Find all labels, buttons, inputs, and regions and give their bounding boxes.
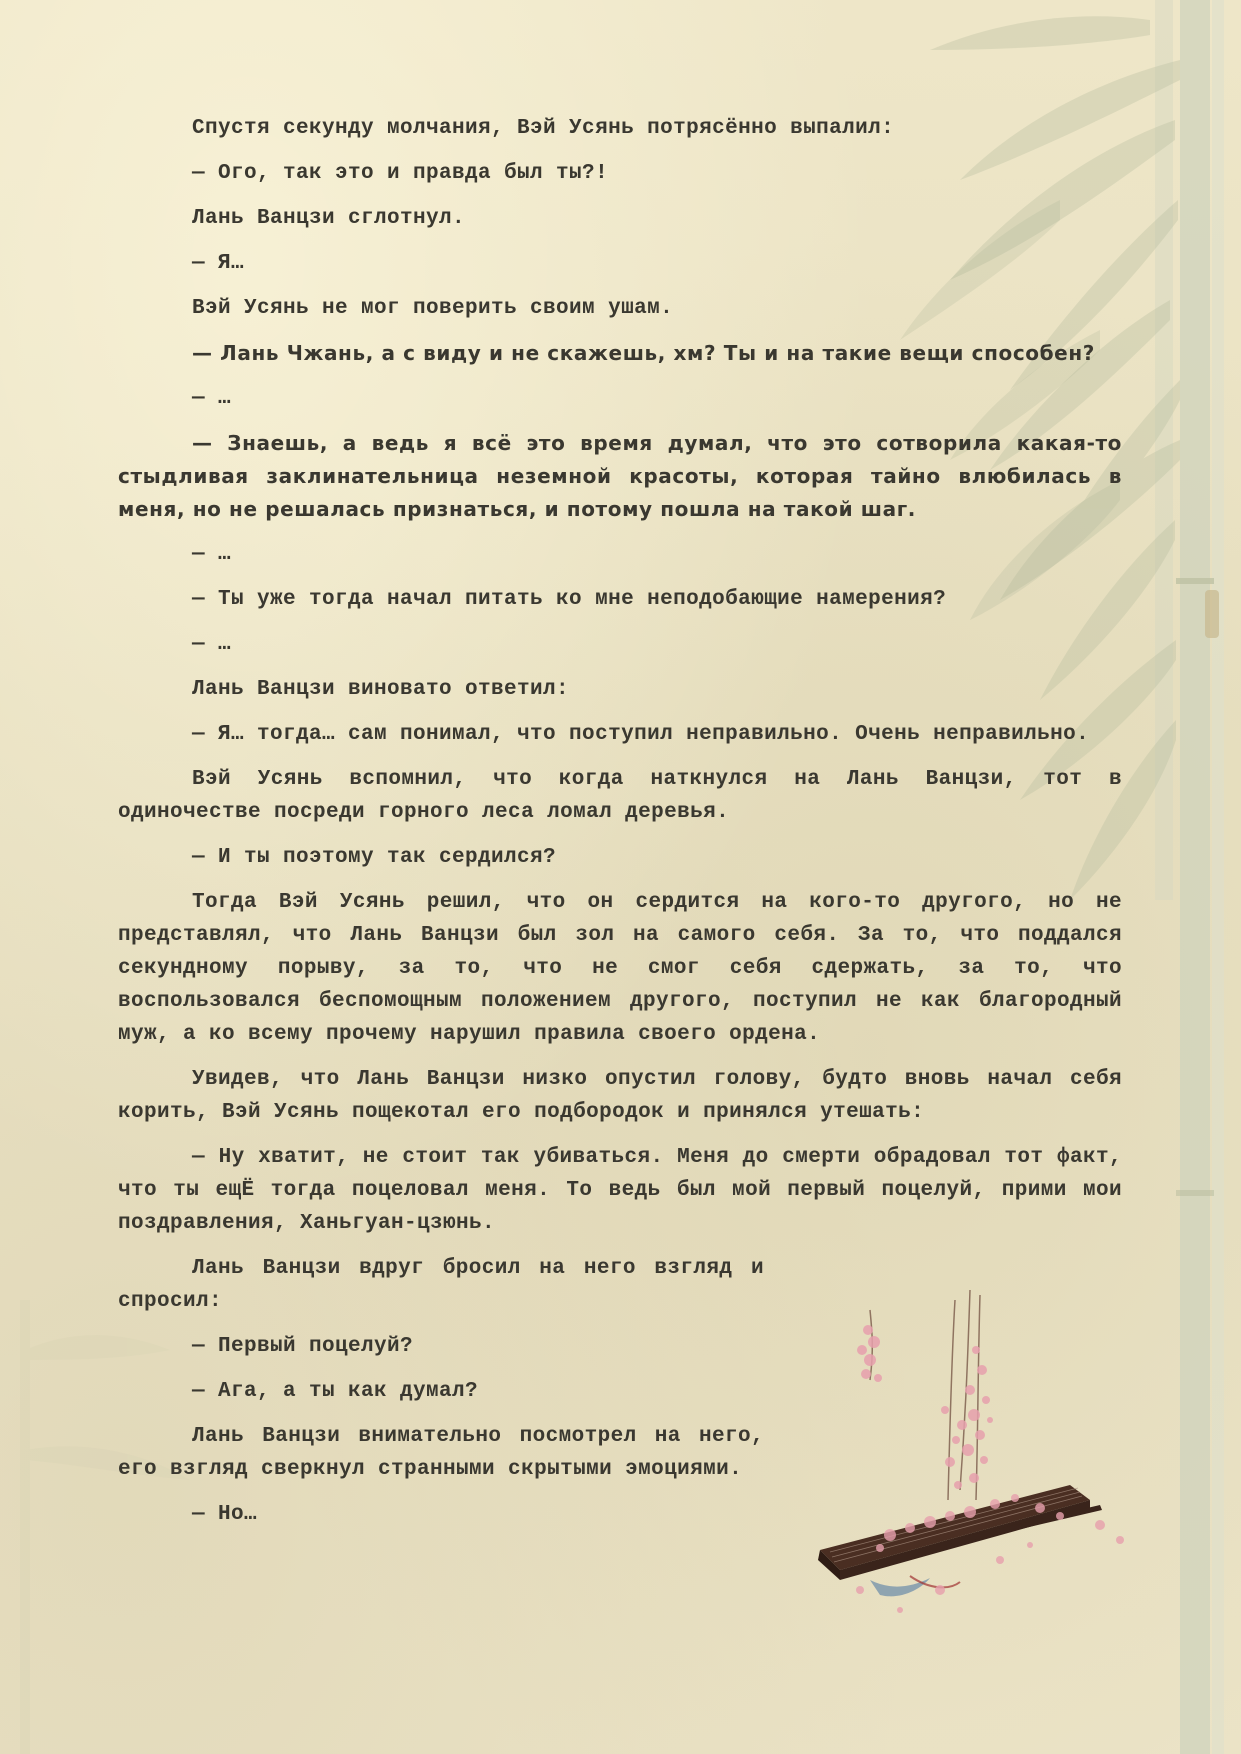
paragraph: Вэй Усянь не мог поверить своим ушам.: [192, 297, 674, 320]
paragraph: Увидев, что Лань Ванцзи низко опустил голову, будто вновь начал себя корить, Вэй Усянь пощекотал его подбородок и принялся утешать:: [118, 1068, 1122, 1124]
paragraph: — Ты уже тогда начал питать ко мне неподобающие намерения?: [192, 588, 947, 611]
paragraph: — Ого, так это и правда был ты?!: [192, 162, 609, 185]
paragraph: Спустя секунду молчания, Вэй Усянь потрясённо выпалил:: [192, 117, 895, 140]
paragraph: — И ты поэтому так сердился?: [192, 846, 557, 869]
paragraph: — Ага, а ты как думал?: [192, 1380, 479, 1403]
paragraph: Вэй Усянь вспомнил, что когда наткнулся на Лань Ванцзи, тот в одиночестве посреди горного леса ломал деревья.: [118, 768, 1122, 824]
paragraph: — …: [192, 543, 232, 566]
paragraph: Лань Ванцзи внимательно посмотрел на него, его взгляд сверкнул странными скрытыми эмоциями.: [118, 1425, 764, 1481]
paragraph: Лань Ванцзи сглотнул.: [192, 207, 466, 230]
paragraph: Лань Ванцзи вдруг бросил на него взгляд и спросил:: [118, 1257, 764, 1313]
paragraph: — …: [192, 633, 232, 656]
paragraph: — Лань Чжань, а с виду и не скажешь, хм? Ты и на такие вещи способен?: [192, 341, 1095, 365]
paragraph: — Знаешь, а ведь я всё это время думал, что это сотворила какая-то стыдливая заклинательница неземной красоты, которая тайно влюбилась в меня, но не решалась признаться, и потому пошла на такой шаг.: [118, 431, 1122, 521]
paragraph: — Ну хватит, не стоит так убиваться. Меня до смерти обрадовал тот факт, что ты ещЁ тогда поцеловал меня. То ведь был мой первый поцелуй, прими мои поздравления, Ханьгуан-цзюнь.: [118, 1146, 1122, 1235]
paragraph: Лань Ванцзи виновато ответил:: [192, 678, 570, 701]
paragraph: Тогда Вэй Усянь решил, что он сердится на кого-то другого, но не представлял, что Лань Ванцзи был зол на самого себя. За то, что поддался секундному порыву, за то, что не смог себя сдержать, за то, что воспользовался беспомощным положением другого, поступил не как благородный муж, а ко всему прочему нарушил правила своего ордена.: [118, 891, 1122, 1046]
document-body: [118, 112, 1122, 1543]
paragraph: — Первый поцелуй?: [192, 1335, 414, 1358]
paragraph: — Я…: [192, 252, 245, 275]
paragraph: — Я… тогда… сам понимал, что поступил неправильно. Очень неправильно.: [192, 723, 1090, 746]
paragraph: — Но…: [192, 1503, 258, 1526]
paragraph: — …: [192, 387, 232, 410]
